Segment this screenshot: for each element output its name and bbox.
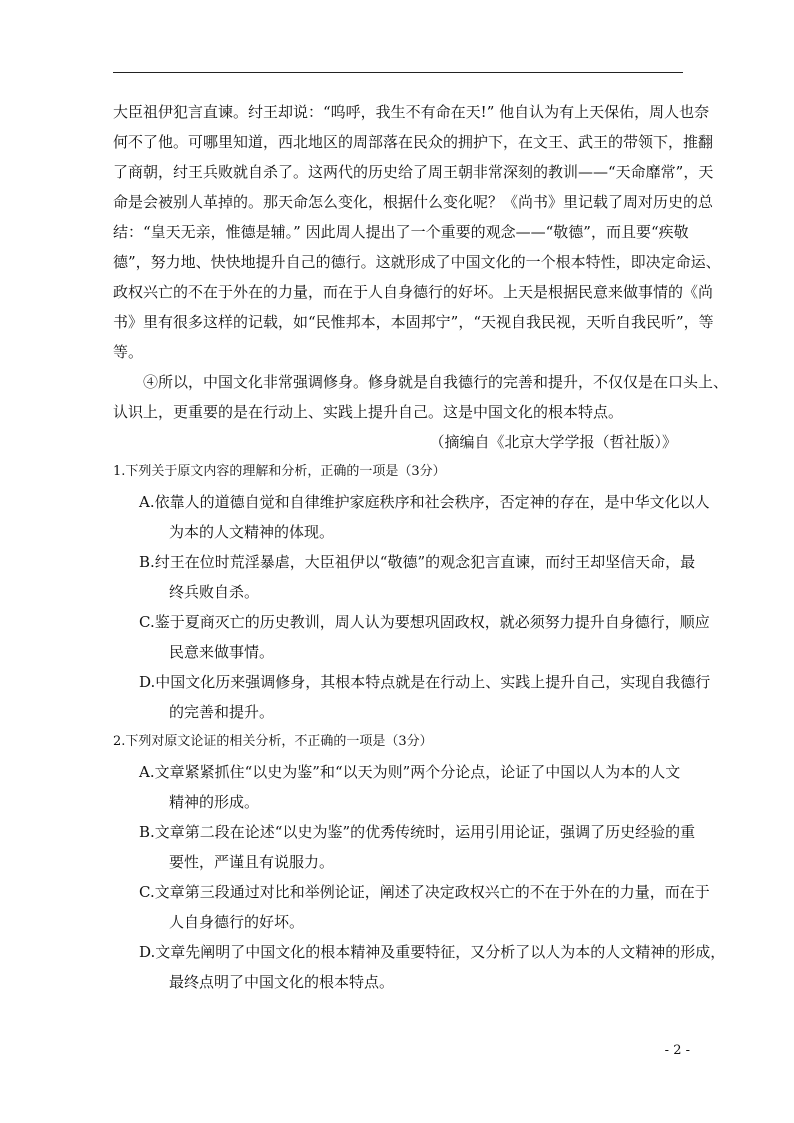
question-1-option-d: D.中国文化历来强调修身，其根本特点就是在行动上、实践上提升自己，实现自我德行 <box>139 673 711 691</box>
question-2-option-c: C.文章第三段通过对比和举例论证，阐述了决定政权兴亡的不在于外在的力量，而在于 <box>139 883 710 901</box>
question-1-option-c-cont: 民意来做事情。 <box>169 643 275 661</box>
passage-line: 结：“皇天无亲，惟德是辅。” 因此周人提出了一个重要的观念——“敬德”，而且要“疾敬 <box>113 223 689 241</box>
question-2-option-c-cont: 人自身德行的好坏。 <box>169 913 305 931</box>
question-1-option-a-cont: 为本的人文精神的体现。 <box>169 523 335 541</box>
question-1-stem: 1.下列关于原文内容的理解和分析，正确的一项是（3分） <box>113 464 446 479</box>
question-2-option-d: D.文章先阐明了中国文化的根本精神及重要特征，又分析了以人为本的人文精神的形成， <box>139 943 726 961</box>
question-2-option-b-cont: 要性，严谨且有说服力。 <box>169 853 335 871</box>
passage-line: 等。 <box>113 343 144 361</box>
passage-line: 政权兴亡的不在于外在的力量，而在于人自身德行的好坏。上天是根据民意来做事情的《尚 <box>113 283 714 301</box>
passage-line: 何不了他。可哪里知道，西北地区的周部落在民众的拥护下，在文王、武王的带领下，推翻 <box>113 133 714 151</box>
question-1-option-b: B.纣王在位时荒淫暴虐，大臣祖伊以“敬德”的观念犯言直谏，而纣王却坚信天命，最 <box>139 553 696 571</box>
page-content <box>113 97 729 997</box>
question-2-option-b: B.文章第二段在论述“以史为鉴”的优秀传统时，运用引用论证，强调了历史经验的重 <box>139 823 696 841</box>
source-citation: （摘编自《北京大学学报（哲社版）》 <box>429 433 677 451</box>
paragraph-4-line: ④所以，中国文化非常强调修身。修身就是自我德行的完善和提升，不仅仅是在口头上、 <box>143 373 729 391</box>
passage-line: 命是会被别人革掉的。那天命怎么变化，根据什么变化呢？《尚书》里记载了周对历史的总 <box>113 193 714 211</box>
passage-line: 德”，努力地、快快地提升自己的德行。这就形成了中国文化的一个根本特性，即决定命运、 <box>113 253 721 271</box>
question-2-option-d-cont: 最终点明了中国文化的根本特点。 <box>169 973 395 991</box>
question-1-option-a: A.依靠人的道德自觉和自律维护家庭秩序和社会秩序，否定神的存在，是中华文化以人 <box>139 493 710 511</box>
page-number: - 2 - <box>664 1043 690 1058</box>
question-1-option-c: C.鉴于夏商灭亡的历史教训，周人认为要想巩固政权，就必须努力提升自身德行，顺应 <box>139 613 710 631</box>
header-rule <box>113 72 683 73</box>
question-2-option-a-cont: 精神的形成。 <box>169 793 260 811</box>
question-1-option-b-cont: 终兵败自杀。 <box>169 583 260 601</box>
passage-line: 了商朝，纣王兵败就自杀了。这两代的历史给了周王朝非常深刻的教训——“天命靡常”，天 <box>113 163 714 181</box>
question-2-option-a: A.文章紧紧抓住“以史为鉴”和“以天为则”两个分论点，论证了中国以人为本的人文 <box>139 763 681 781</box>
question-2-stem: 2.下列对原文论证的相关分析，不正确的一项是（3分） <box>113 734 433 749</box>
passage-line: 大臣祖伊犯言直谏。纣王却说：“呜呼，我生不有命在天!” 他自认为有上天保佑，周人也奈 <box>113 103 710 121</box>
question-1-option-d-cont: 的完善和提升。 <box>169 703 275 721</box>
passage-line: 书》里有很多这样的记载，如“民惟邦本，本固邦宁”，“天视自我民视，天听自我民听”，等 <box>113 313 714 331</box>
paragraph-4-line: 认识上，更重要的是在行动上、实践上提升自己。这是中国文化的根本特点。 <box>113 403 624 421</box>
